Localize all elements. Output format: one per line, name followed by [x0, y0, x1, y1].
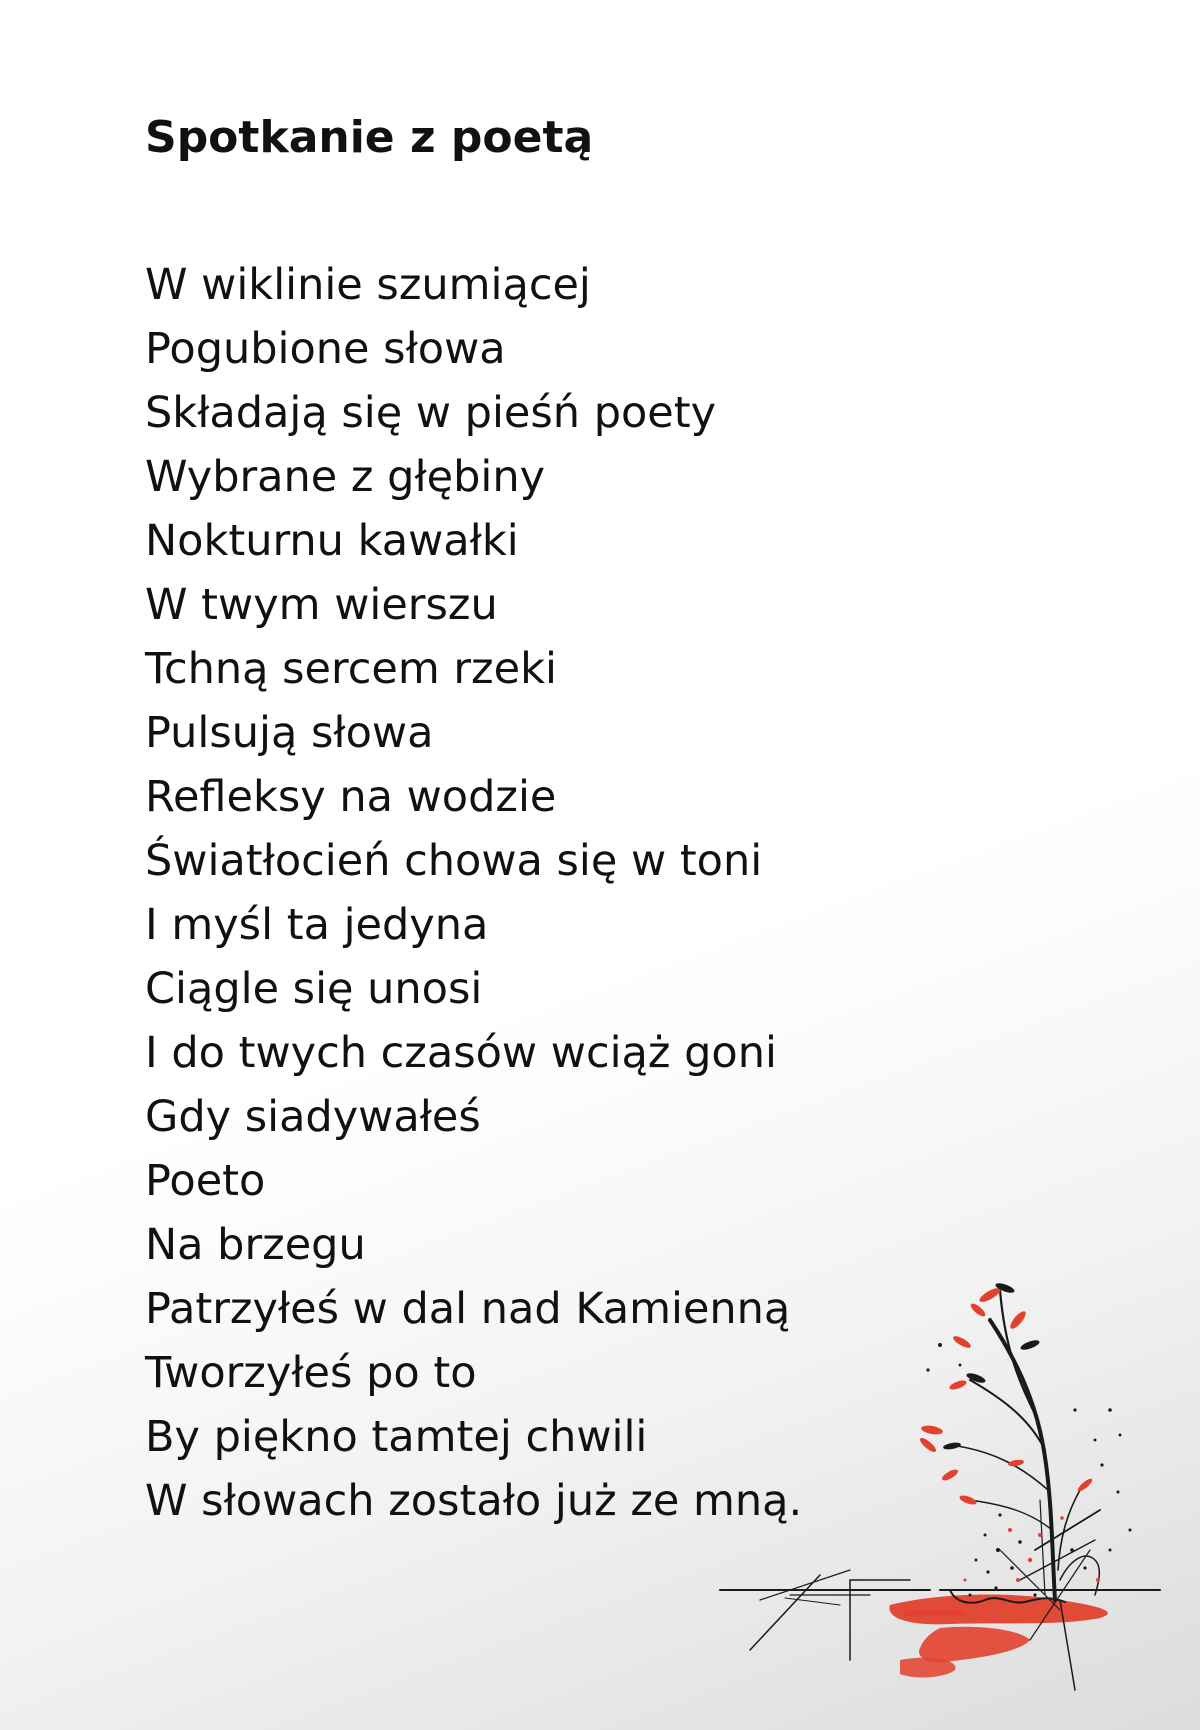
poem-line: Światłocień chowa się w toni — [145, 836, 763, 886]
poem-line: Gdy siadywałeś — [145, 1092, 481, 1142]
poem-line: Ciągle się unosi — [145, 964, 483, 1014]
poem-line: Patrzyłeś w dal nad Kamienną — [145, 1284, 791, 1334]
dots — [926, 1343, 1131, 1597]
poem-line: W twym wierszu — [145, 580, 498, 630]
tree-trunk — [950, 1290, 1100, 1600]
poem-line: Pogubione słowa — [145, 324, 506, 374]
poem-line: By piękno tamtej chwili — [145, 1412, 648, 1462]
red-wash — [889, 1595, 1107, 1678]
ink-tree-illustration — [700, 1250, 1180, 1710]
poem-line: I myśl ta jedyna — [145, 900, 489, 950]
poem-line: Tchną sercem rzeki — [145, 644, 557, 694]
poem-line: Wybrane z głębiny — [145, 452, 546, 502]
poem-line: Na brzegu — [145, 1220, 366, 1270]
poem-title: Spotkanie z poetą — [145, 112, 594, 163]
poem-line: Tworzyłeś po to — [145, 1348, 477, 1398]
poem-line: I do twych czasów wciąż goni — [145, 1028, 777, 1078]
leaves — [918, 1281, 1094, 1506]
poem-line: W słowach zostało już ze mną. — [145, 1476, 803, 1526]
poem-line: W wiklinie szumiącej — [145, 260, 591, 310]
poem-line: Nokturnu kawałki — [145, 516, 519, 566]
poem-line: Poeto — [145, 1156, 266, 1206]
poem-line: Refleksy na wodzie — [145, 772, 557, 822]
poem-line: Składają się w pieśń poety — [145, 388, 717, 438]
poem-line: Pulsują słowa — [145, 708, 434, 758]
